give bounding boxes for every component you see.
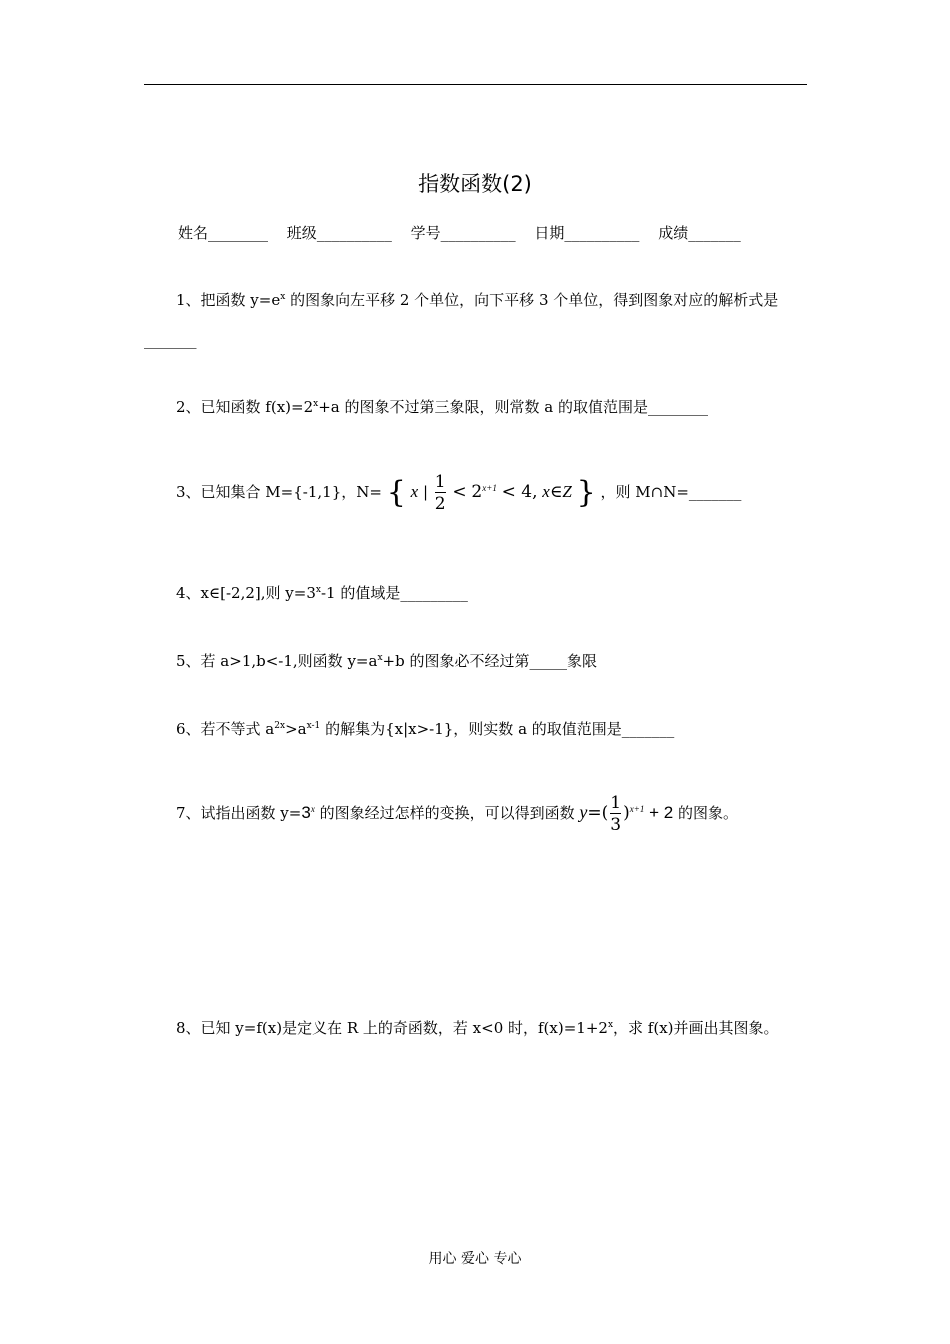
- fraction-one-third: $\frac{1}{3}$: [610, 792, 622, 835]
- info-score: 成绩_______: [658, 224, 741, 242]
- set-brace-right: }: [576, 475, 596, 510]
- info-name: 姓名________: [178, 224, 269, 242]
- question-1-answer-blank: _______: [144, 331, 197, 349]
- page-footer: 用心 爱心 专心: [428, 1251, 522, 1267]
- question-3: 3、已知集合 M={-1,1}，N= { x | $\frac{1}{2}$ < $2^{x+1} < 4$, x∈Z } ，则 M∩N=_______: [176, 471, 742, 514]
- question-6: 6、若不等式 $a^{2x}>a^{x-1}$ 的解集为{x|x>-1}，则实数 a 的取值范围是_______: [176, 720, 675, 738]
- fraction-one-half: $\frac{1}{2}$: [434, 471, 446, 514]
- student-info-line: [178, 222, 755, 243]
- question-8: 8、已知 y=f(x)是定义在 R 上的奇函数，若 x<0 时，$f(x)=1+2^x$，求 f(x)并画出其图象。: [176, 1019, 779, 1037]
- question-5: 5、若 a>1,b<-1,则函数 $y=a^x+b$ 的图象必不经过第_____象限: [176, 652, 597, 670]
- info-date: 日期__________: [534, 224, 640, 242]
- info-student-id: 学号__________: [410, 224, 516, 242]
- question-1: 1、把函数 $y=e^x$ 的图象向左平移 2 个单位，向下平移 3 个单位，得到图象对应的解析式是: [176, 291, 779, 309]
- header-rule: [144, 84, 807, 85]
- page-title: 指数函数(2): [418, 172, 532, 196]
- set-brace-left: {: [386, 475, 406, 510]
- question-4: 4、x∈[-2,2],则 $y=3^x-1$ 的值域是_________: [176, 584, 468, 602]
- info-class: 班级__________: [286, 224, 392, 242]
- question-7: 7、试指出函数 $y=3^x$ 的图象经过怎样的变换，可以得到函数 y=( $\frac{1}{3}$ )$^{x+1}$ + 2 的图象。: [176, 792, 739, 835]
- question-2: 2、已知函数 $f(x)=2^x+a$ 的图象不过第三象限，则常数 a 的取值范围是________: [176, 398, 708, 416]
